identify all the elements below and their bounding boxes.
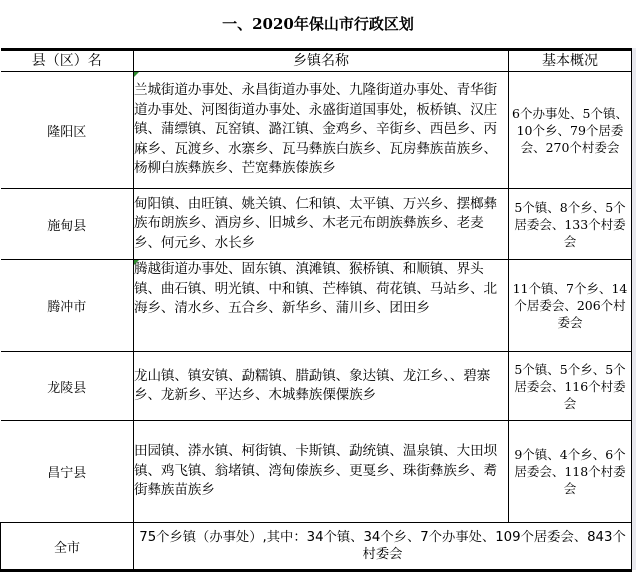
- county-name: 腾冲市: [1, 260, 134, 352]
- towns-text: 腾越街道办事处、固东镇、滇滩镇、猴桥镇、和顺镇、界头镇、曲石镇、明光镇、中和镇、芒棒镇、荷花镇、马站乡、北海乡、清水乡、五合乡、新华乡、蒲川乡、团田乡: [134, 261, 497, 316]
- towns-text: 甸阳镇、由旺镇、姚关镇、仁和镇、太平镇、万兴乡、摆榔彝族布朗族乡、酒房乡、旧城乡、木老元布朗族彝族乡、老麦乡、何元乡、水长乡: [134, 195, 497, 251]
- admin-division-table: [0, 48, 632, 572]
- towns-list: [134, 421, 509, 523]
- total-summary: 75个乡镇（办事处）,其中：34个镇、34个乡、7个办事处、109个居委会、843个村委会: [134, 523, 632, 571]
- towns-list: [134, 260, 509, 352]
- table-row: [1, 189, 632, 260]
- county-summary: 5个镇、8个乡、5个居委会、133个村委会: [509, 189, 632, 260]
- towns-list: [134, 352, 509, 421]
- county-name: 施甸县: [1, 189, 134, 260]
- header-county: 县（区）名: [1, 50, 134, 72]
- towns-text: 龙山镇、镇安镇、勐糯镇、腊勐镇、象达镇、龙江乡、、碧寨乡、龙新乡、平达乡、木城彝族傈僳族乡: [134, 367, 491, 403]
- table-row: [1, 352, 632, 421]
- header-towns: 乡镇名称: [134, 50, 509, 72]
- sheet-edge: [632, 48, 636, 570]
- towns-list: [134, 72, 509, 189]
- table-row: [1, 421, 632, 523]
- comment-marker-icon: [134, 260, 139, 265]
- county-name: 昌宁县: [1, 421, 134, 523]
- county-name: 隆阳区: [1, 72, 134, 189]
- total-label: 全市: [1, 523, 134, 571]
- table-row: [1, 72, 632, 189]
- county-summary: 9个镇、4个乡、6个居委会、118个村委会: [509, 421, 632, 523]
- table-total-row: [1, 523, 632, 571]
- header-summary: 基本概况: [509, 50, 632, 72]
- towns-text: 田园镇、漭水镇、柯街镇、卡斯镇、勐统镇、温泉镇、大田坝镇、鸡飞镇、翁堵镇、湾甸傣族乡、更戛乡、珠街彝族乡、耈街彝族苗族乡: [134, 443, 497, 499]
- county-summary: 11个镇、7个乡、14个居委会、206个村委会: [509, 260, 632, 352]
- table-row: [1, 260, 632, 352]
- county-summary: 6个办事处、5个镇、10个乡、79个居委会、270个村委会: [509, 72, 632, 189]
- page-title: 一、2020年保山市行政区划: [222, 15, 414, 33]
- towns-text: 兰城街道办事处、永昌街道办事处、九隆街道办事处、青华街道办事处、河图街道办事处、永盛街道国事处，板桥镇、汉庄镇、蒲缥镇、瓦窑镇、潞江镇、金鸡乡、辛街乡、西邑乡、丙麻乡、瓦渡乡、水寨乡、瓦马彝族白族乡、瓦房彝族苗族乡、杨柳白族彝族乡、芒宽彝族傣族乡: [134, 82, 497, 177]
- table-header-row: [1, 50, 632, 72]
- towns-list: [134, 189, 509, 260]
- county-name: 龙陵县: [1, 352, 134, 421]
- county-summary: 5个镇、5个乡、5个居委会、116个村委会: [509, 352, 632, 421]
- comment-marker-icon: [134, 72, 139, 77]
